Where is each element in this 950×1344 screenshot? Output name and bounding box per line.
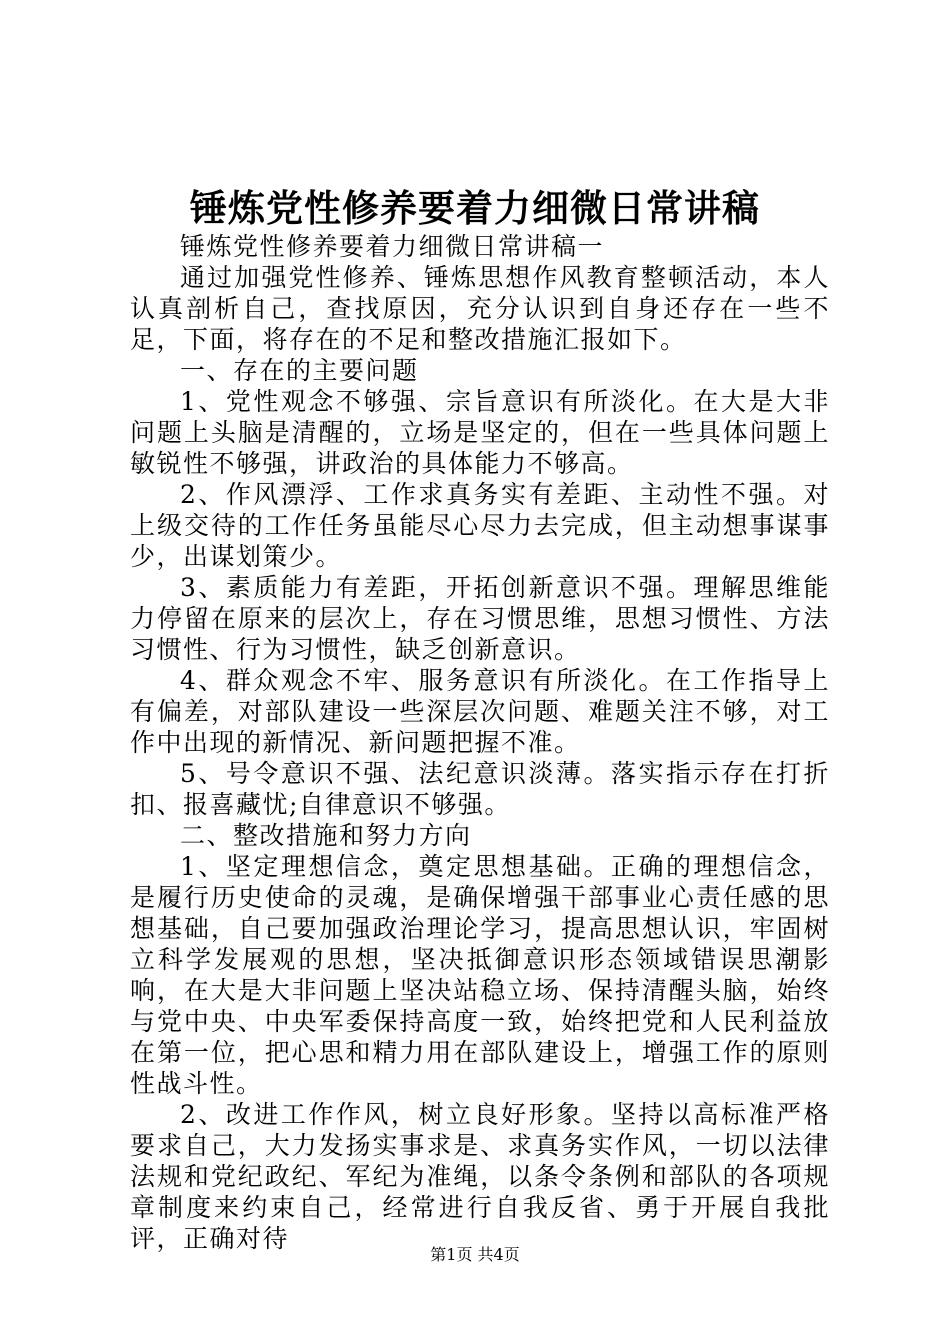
paragraph-subtitle: 锤炼党性修养要着力细微日常讲稿一 [180,232,605,261]
paragraph-problem-5: 5、号令意识不强、法纪意识淡薄。落实指示存在打折扣、报喜藏忧;自律意识不够强。 [130,759,830,819]
paragraph-measure-2: 2、改进工作作风，树立良好形象。坚持以高标准严格要求自己，大力发扬实事求是、求真务实作风，一切以法律法规和党纪政纪、军纪为准绳，以条令条例和部队的各项规章制度来约束自己，经常进行自我反省、勇于开展自我批评，正确对待 [130,1100,830,1253]
document-body [130,231,830,1254]
paragraph-intro: 通过加强党性修养、锤炼思想作风教育整顿活动，本人认真剖析自己，查找原因，充分认识到自身还存在一些不足，下面，将存在的不足和整改措施汇报如下。 [130,263,830,354]
document-title: 锤炼党性修养要着力细微日常讲稿 [190,186,760,230]
paragraph-measure-1: 1、坚定理想信念，奠定思想基础。正确的理想信念，是履行历史使命的灵魂，是确保增强干部事业心责任感的思想基础，自己要加强政治理论学习，提高思想认识，牢固树立科学发展观的思想，坚决抵御意识形态领域错误思潮影响，在大是大非问题上坚决站稳立场、保持清醒头脑，始终与党中央、中央军委保持高度一致，始终把党和人民利益放在第一位，把心思和精力用在部队建设上，增强工作的原则性战斗性。 [130,852,830,1098]
paragraph-problem-4: 4、群众观念不牢、服务意识有所淡化。在工作指导上有偏差，对部队建设一些深层次问题、难题关注不够，对工作中出现的新情况、新问题把握不准。 [130,666,830,757]
page-number-footer: 第1页 共4页 [430,1245,520,1264]
paragraph-problem-1: 1、党性观念不够强、宗旨意识有所淡化。在大是大非问题上头脑是清醒的，立场是坚定的，但在一些具体问题上敏锐性不够强，讲政治的具体能力不够高。 [130,387,830,478]
paragraph-problem-3: 3、素质能力有差距，开拓创新意识不强。理解思维能力停留在原来的层次上，存在习惯思维，思想习惯性、方法习惯性、行为习惯性，缺乏创新意识。 [130,573,830,664]
paragraph-problem-2: 2、作风漂浮、工作求真务实有差距、主动性不强。对上级交待的工作任务虽能尽心尽力去完成，但主动想事谋事少，出谋划策少。 [130,480,830,571]
section-heading-problems: 一、存在的主要问题 [180,356,419,385]
section-heading-measures: 二、整改措施和努力方向 [180,821,472,850]
